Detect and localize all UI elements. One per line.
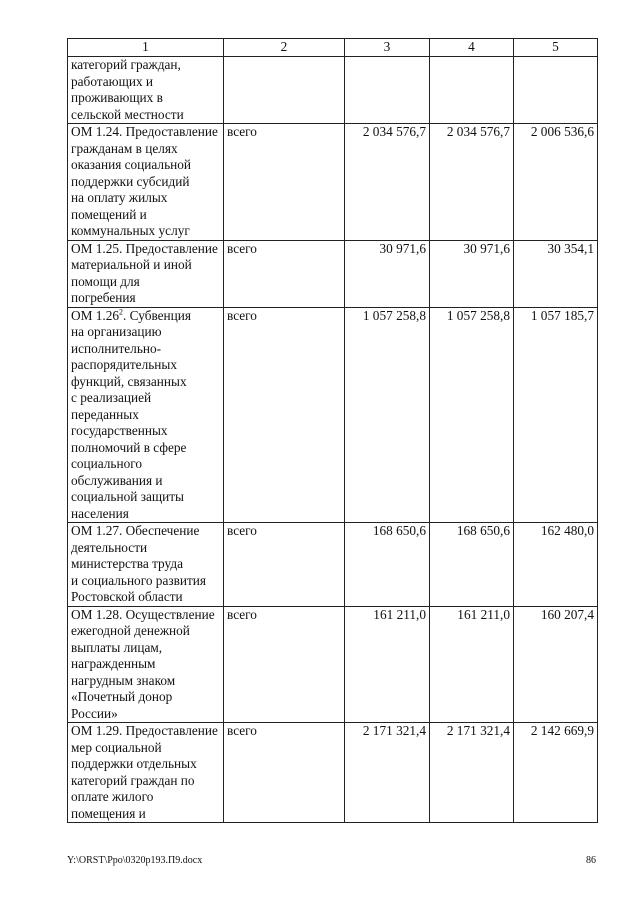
row-name-cell: [68, 307, 224, 523]
row-name-superscript: 2: [119, 307, 124, 317]
row-name-text: ОМ 1.29. Предоставление мер социальной поддержки отдельных категорий граждан по оплате жилого помещения и: [71, 723, 218, 821]
row-value-col3: 161 211,0: [345, 606, 430, 723]
row-value-col4: 30 971,6: [430, 240, 514, 307]
row-name-text: ОМ 1.25. Предоставление материальной и иной помощи для погребения: [71, 240, 218, 305]
row-value-col5: 2 142 669,9: [514, 723, 598, 823]
row-value-col4: 168 650,6: [430, 523, 514, 607]
table-header-row: [68, 39, 598, 57]
row-name-cell: [68, 240, 224, 307]
row-name-cell: [68, 57, 224, 124]
column-header-4: 4: [430, 39, 514, 57]
row-name-prefix: ОМ 1.26: [71, 307, 120, 323]
row-name-text: ОМ 1.24. Предоставление гражданам в целях оказания социальной поддержки субсидий на оплату жилых помещений и коммунальных услуг: [71, 124, 218, 238]
row-name-text: категорий граждан, работающих и проживающих в сельской местности: [71, 57, 184, 122]
row-value-col4: 2 171 321,4: [430, 723, 514, 823]
row-type-cell: всего: [224, 240, 345, 307]
row-value-col3: 2 034 576,7: [345, 124, 430, 241]
table-row: [68, 240, 598, 307]
row-value-col4: 2 034 576,7: [430, 124, 514, 241]
row-value-col5: 1 057 185,7: [514, 307, 598, 523]
column-header-3: 3: [345, 39, 430, 57]
row-name-text: ОМ 1.27. Обеспечение деятельности министерства труда и социального развития Ростовской области: [71, 523, 207, 604]
table-row: [68, 723, 598, 823]
row-value-col3: 2 171 321,4: [345, 723, 430, 823]
row-name-cell: [68, 606, 224, 723]
row-value-col5: [514, 57, 598, 124]
row-value-col3: 1 057 258,8: [345, 307, 430, 523]
table-row: [68, 124, 598, 241]
table-row: [68, 57, 598, 124]
table-row: [68, 307, 598, 523]
row-value-col5: 30 354,1: [514, 240, 598, 307]
row-value-col4: [430, 57, 514, 124]
row-value-col4: 1 057 258,8: [430, 307, 514, 523]
row-value-col3: 30 971,6: [345, 240, 430, 307]
budget-table: [67, 38, 598, 823]
row-name-text: ОМ 1.28. Осуществление ежегодной денежной выплаты лицам, награжденным нагрудным знаком «Почетный донор России»: [71, 606, 215, 721]
column-header-1: 1: [68, 39, 224, 57]
column-header-5: 5: [514, 39, 598, 57]
row-value-col5: 2 006 536,6: [514, 124, 598, 241]
row-value-col3: 168 650,6: [345, 523, 430, 607]
row-type-cell: всего: [224, 523, 345, 607]
row-value-col4: 161 211,0: [430, 606, 514, 723]
footer-page-number: 86: [586, 855, 596, 866]
row-name-cell: [68, 723, 224, 823]
table-row: [68, 523, 598, 607]
row-value-col5: 160 207,4: [514, 606, 598, 723]
row-type-cell: всего: [224, 124, 345, 241]
row-type-cell: всего: [224, 307, 345, 523]
footer-file-path: Y:\ORST\Ppo\0320p193.П9.docx: [67, 855, 203, 866]
row-type-cell: всего: [224, 606, 345, 723]
column-header-2: 2: [224, 39, 345, 57]
row-name-cell: [68, 124, 224, 241]
row-type-cell: всего: [224, 723, 345, 823]
row-type-cell: [224, 57, 345, 124]
table-row: [68, 606, 598, 723]
row-value-col5: 162 480,0: [514, 523, 598, 607]
row-name-text: . Субвенция на организацию исполнительно- распорядительных функций, связанных с реализацией переданных государственных полномочий в сфере социального обслуживания и социальной защиты населения: [71, 307, 192, 521]
row-value-col3: [345, 57, 430, 124]
row-name-cell: [68, 523, 224, 607]
